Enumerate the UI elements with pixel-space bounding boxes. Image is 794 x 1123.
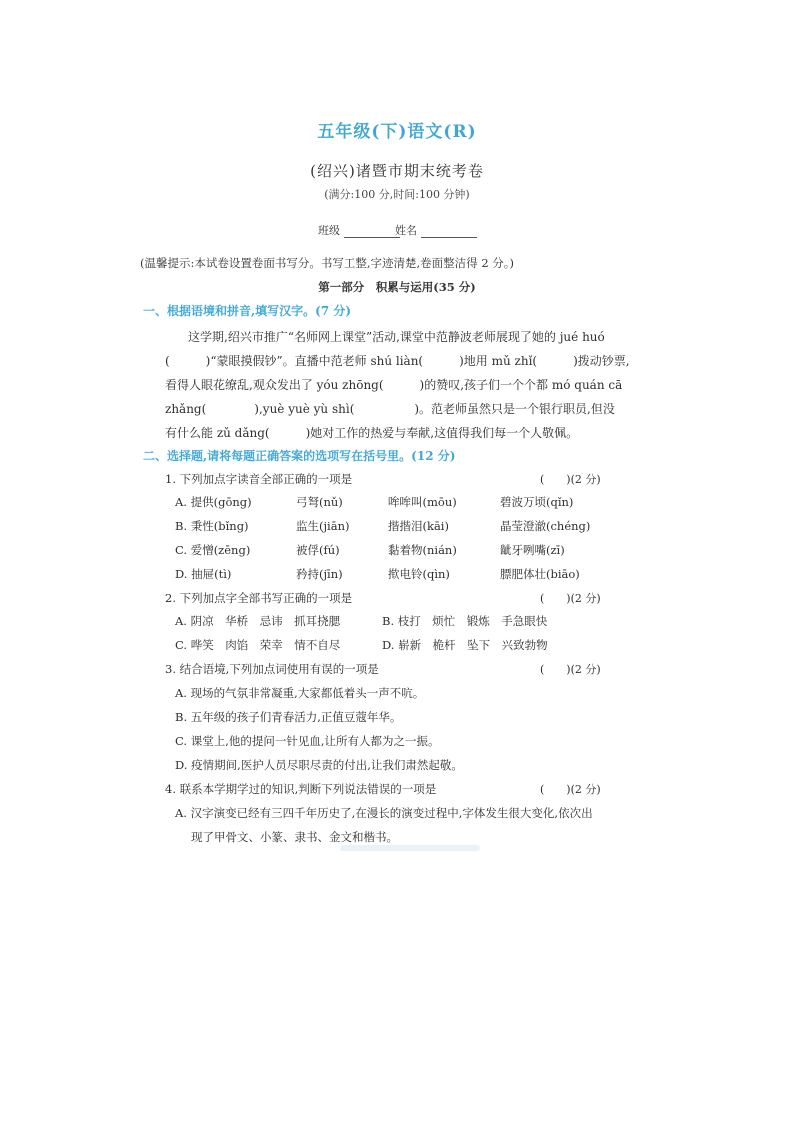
q1-option-d-word: 矜持(jīn): [296, 567, 343, 581]
q3-option-d: D. 疫情期间,医护人员尽职尽责的付出,让我们肃然起敬。: [175, 758, 463, 772]
q1-option-c: C. 爱憎(zēng): [175, 543, 251, 557]
q4-stem: 4. 联系本学期学过的知识,判断下列说法错误的一项是: [165, 782, 437, 796]
q2-option-c: C. 哗笑 肉馅 荣幸 情不自尽: [175, 638, 341, 652]
passage-line: 有什么能 zǔ dǎng( )她对工作的热爱与奉献,这值得我们每一个人敬佩。: [165, 426, 579, 440]
q1-option-a-word: 哞哞叫(mōu): [388, 495, 457, 509]
q1-option-a-word: 弓弩(nǔ): [296, 495, 343, 509]
q4-option-a-cont: 现了甲骨文、小篆、隶书、金文和楷书。: [191, 830, 398, 844]
section2-title: 二、选择题,请将每题正确答案的选项写在括号里。(12 分): [143, 449, 456, 463]
q3-option-c: C. 课堂上,他的提问一针见血,让所有人都为之一振。: [175, 734, 440, 748]
q1-option-c-word: 龇牙咧嘴(zī): [500, 543, 565, 557]
passage-line: ( )“蒙眼摸假钞”。直播中范老师 shú liàn( )地用 mǔ zhǐ( )拨动钞票,: [165, 354, 630, 368]
q1-option-b-word: 揩揩泪(kāi): [388, 519, 449, 533]
q4-answer-box[interactable]: ( )(2 分): [540, 783, 601, 796]
q1-option-a: A. 提供(gōng): [175, 495, 252, 509]
q1-stem: 1. 下列加点字读音全部正确的一项是: [165, 472, 353, 486]
q3-answer-box[interactable]: ( )(2 分): [540, 663, 601, 676]
passage-line: 这学期,绍兴市推广“名师网上课堂”活动,课堂中范静波老师展现了她的 jué huó: [188, 330, 605, 344]
q1-option-d: D. 抽屉(tì): [175, 567, 232, 581]
q2-answer-box[interactable]: ( )(2 分): [540, 592, 601, 605]
section1-title: 一、根据语境和拼音,填写汉字。(7 分): [143, 304, 352, 318]
part1-title: 第一部分 积累与运用(35 分): [318, 280, 476, 294]
q1-option-b: B. 秉性(bǐng): [175, 519, 249, 533]
passage-line: zhǎng( ),yuè yuè yù shì( )。范老师虽然只是一个银行职员,但没: [165, 402, 615, 416]
q1-option-b-word: 监生(jiān): [296, 519, 350, 533]
class-blank[interactable]: [344, 225, 400, 238]
q1-option-d-word: 膘肥体壮(biāo): [500, 567, 580, 581]
q2-stem: 2. 下列加点字全部书写正确的一项是: [165, 591, 353, 605]
passage-line: 看得人眼花缭乱,观众发出了 yóu zhōng( )的赞叹,孩子们一个个都 mó quán cā: [165, 378, 623, 392]
name-blank[interactable]: [421, 225, 477, 238]
q1-answer-box[interactable]: ( )(2 分): [540, 473, 601, 486]
scan-smudge: [340, 845, 480, 851]
q3-option-b: B. 五年级的孩子们青春活力,正值豆蔻年华。: [175, 710, 402, 724]
name-field: [395, 222, 477, 238]
q1-option-d-word: 揿电铃(qìn): [388, 567, 450, 581]
q1-option-c-word: 被俘(fú): [296, 543, 340, 557]
notice-text: (温馨提示:本试卷设置卷面书写分。书写工整,字迹清楚,卷面整洁得 2 分。): [140, 256, 515, 270]
q3-option-a: A. 现场的气氛非常凝重,大家都低着头一声不吭。: [175, 686, 425, 700]
q2-option-b: B. 枝打 烦忙 锻炼 手急眼快: [382, 614, 548, 628]
q1-option-a-word: 碧波万顷(qǐn): [500, 495, 574, 509]
q3-stem: 3. 结合语境,下列加点词使用有误的一项是: [165, 662, 379, 676]
q1-option-c-word: 黏着物(nián): [388, 543, 457, 557]
q2-option-a: A. 阴凉 华桥 忌讳 抓耳挠腮: [175, 614, 341, 628]
exam-subtitle: (绍兴)诸暨市期末统考卷: [310, 162, 484, 180]
class-label: 班级: [318, 224, 340, 237]
q4-option-a: A. 汉字演变已经有三四千年历史了,在漫长的演变过程中,字体发生很大变化,依次出: [175, 806, 593, 820]
exam-title: 五年级(下)语文(R): [317, 122, 477, 142]
name-label: 姓名: [395, 224, 417, 237]
score-info: (满分:100 分,时间:100 分钟): [324, 188, 470, 201]
q1-option-b-word: 晶莹澄澈(chéng): [500, 519, 591, 533]
q2-option-d: D. 崭新 桅杆 坠下 兴致勃物: [382, 638, 548, 652]
class-field: [318, 222, 400, 238]
